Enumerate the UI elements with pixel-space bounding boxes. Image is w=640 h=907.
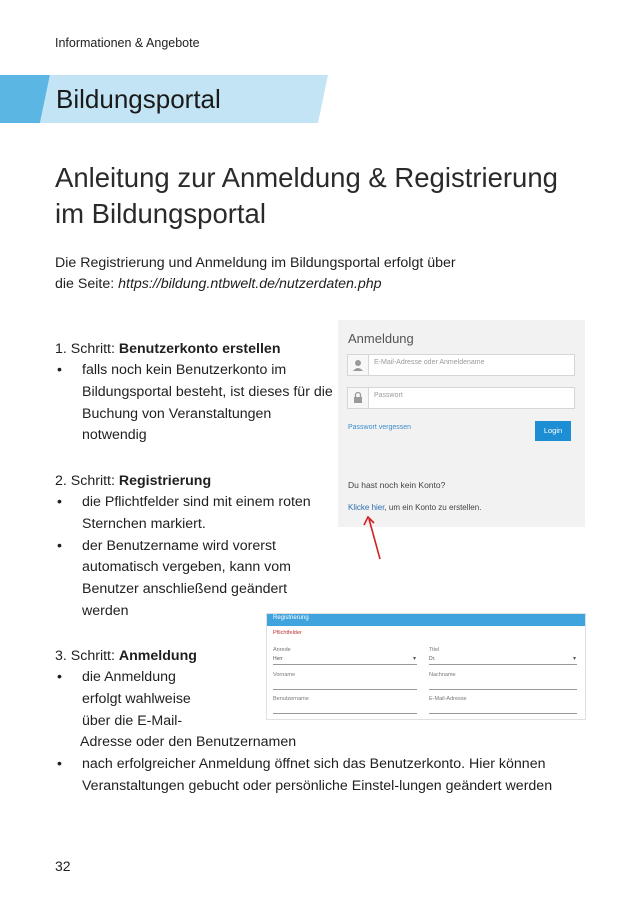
step-2-title (55, 471, 335, 492)
red-arrow-icon (360, 512, 390, 564)
intro-url: https://bildung.ntbwelt.de/nutzerdaten.php (118, 276, 382, 292)
lock-icon (348, 388, 369, 408)
step-3-bullet-2: • nach erfolgreicher Anmeldung öffnet sich das Benutzerkonto. Hier können Veranstaltungen gebucht oder persönliche Einstel-lungen geändert werden (55, 754, 572, 798)
step-1-title (55, 339, 335, 360)
salutation-select[interactable] (273, 656, 417, 665)
reg-required-note: Pflichtfelder (273, 630, 302, 636)
main-heading (55, 160, 615, 232)
intro-text (55, 253, 595, 295)
email-field[interactable] (347, 354, 575, 376)
no-account-text: Du hast noch kein Konto? (348, 480, 446, 490)
email-input[interactable] (429, 705, 577, 714)
login-screenshot (338, 320, 585, 527)
username-input[interactable] (273, 705, 417, 714)
forgot-password-link[interactable]: Passwort vergessen (348, 424, 412, 431)
step-2 (55, 471, 335, 623)
registration-screenshot (266, 613, 586, 720)
heading-line1: Anleitung zur Anmeldung & Registrierung (55, 162, 558, 193)
step-1-prefix: 1. Schritt: (55, 341, 119, 357)
page-number: 32 (55, 858, 71, 874)
step-3-heading: Anmeldung (118, 648, 197, 664)
step-3-bullet-1-line2: erfolgt wahlweise (82, 690, 191, 707)
reg-header (267, 614, 585, 626)
heading-line2: im Bildungsportal (55, 198, 266, 229)
step-1-bullets (55, 360, 335, 447)
register-link[interactable]: Klicke hier (348, 503, 385, 512)
firstname-input[interactable] (273, 681, 417, 690)
intro-line2: die Seite: (55, 276, 119, 292)
step-2-heading: Registrierung (118, 473, 212, 489)
salutation-value: Herr (273, 656, 283, 662)
register-hint (348, 503, 481, 512)
reg-label-salutation: Anrede (273, 647, 291, 653)
step-1-bullet-1: • falls noch kein Benutzerkonto im Bildungsportal besteht, ist dieses für die Buchung von Veranstaltungen notwendig (55, 360, 335, 447)
step-1 (55, 339, 335, 447)
title-select[interactable] (429, 656, 577, 665)
step-2-bullet-1: • die Pflichtfelder sind mit einem roten Sternchen markiert. (55, 492, 335, 536)
reg-header-title: Registrierung (273, 615, 309, 621)
banner-title: Bildungsportal (56, 84, 221, 114)
step-1-heading: Benutzerkonto erstellen (118, 341, 281, 357)
lastname-input[interactable] (429, 681, 577, 690)
reg-label-title: Titel (429, 647, 440, 653)
login-title: Anmeldung (348, 331, 414, 346)
reg-label-email: E-Mail-Adresse (429, 696, 467, 702)
step-3-bullet-1-line4: Adresse oder den Benutzernamen (80, 734, 297, 751)
title-banner (0, 75, 328, 123)
intro-line1: Die Registrierung und Anmeldung im Bildungsportal erfolgt über (55, 255, 456, 271)
user-icon (348, 355, 369, 375)
login-button[interactable]: Login (535, 421, 571, 441)
step-2-bullets (55, 492, 335, 623)
reg-label-username: Benutzername (273, 696, 309, 702)
step-3-bullet-1-line3: über die E-Mail- (82, 712, 183, 729)
reg-label-lastname: Nachname (429, 672, 456, 678)
register-hint-rest: , um ein Konto zu erstellen. (384, 503, 482, 512)
email-placeholder: E-Mail-Adresse oder Anmeldename (374, 359, 485, 366)
step-3-prefix: 3. Schritt: (55, 648, 119, 664)
step-3-bullet-1-line1: die Anmeldung (82, 669, 176, 685)
step-2-bullet-2: • der Benutzername wird vorerst automatisch vergeben, kann vom Benutzer anschließend geändert werden (55, 536, 317, 623)
password-field[interactable] (347, 387, 575, 409)
step-2-prefix: 2. Schritt: (55, 473, 119, 489)
password-placeholder: Passwort (374, 392, 403, 399)
section-label: Informationen & Angebote (55, 36, 200, 50)
title-value: Dr. (429, 656, 436, 662)
reg-label-firstname: Vorname (273, 672, 296, 678)
